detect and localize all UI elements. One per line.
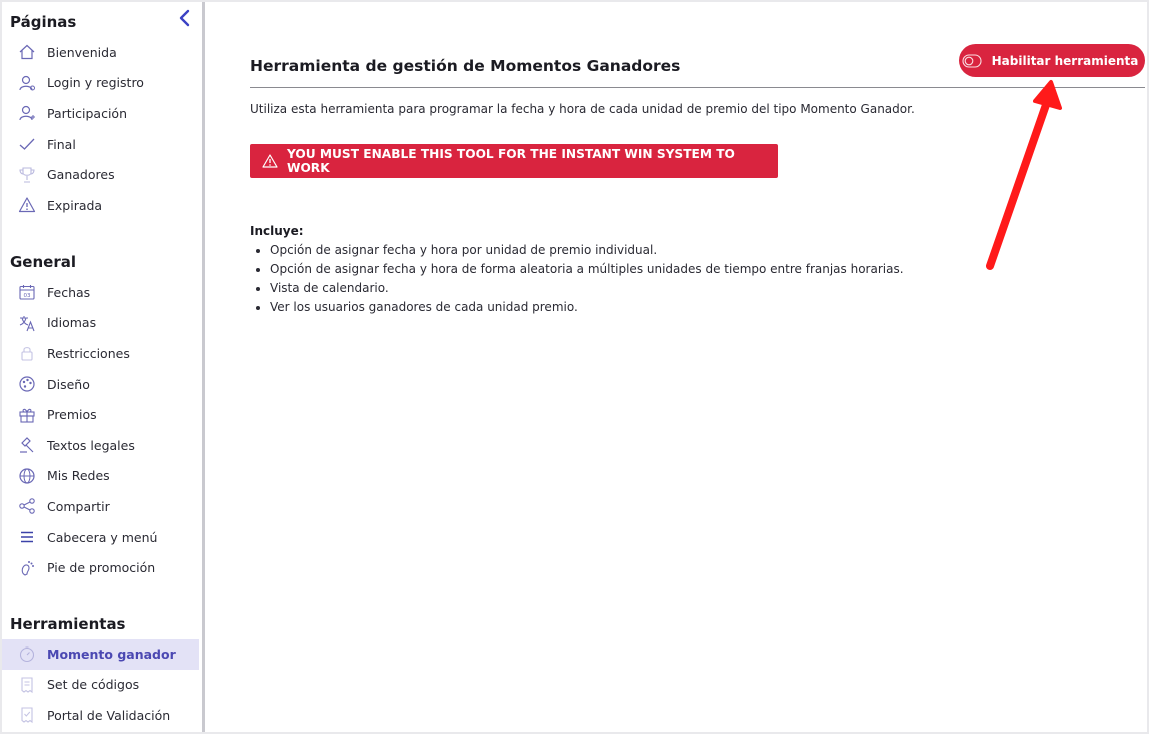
tool-description: Utiliza esta herramienta para programar la fecha y hora de cada unidad de premio del tipo Momento Ganador. — [250, 102, 915, 116]
stopwatch-icon — [18, 645, 36, 663]
codes-icon — [18, 676, 36, 694]
sidebar-item-compartir[interactable] — [2, 491, 199, 522]
list-item: Opción de asignar fecha y hora de forma aleatoria a múltiples unidades de tiempo entre franjas horarias. — [250, 260, 904, 279]
sidebar-item-idiomas[interactable] — [2, 308, 199, 339]
sidebar-item-ganadores[interactable] — [2, 159, 199, 190]
alert-text: YOU MUST ENABLE THIS TOOL FOR THE INSTANT WIN SYSTEM TO WORK — [287, 147, 735, 175]
home-icon — [18, 43, 36, 61]
title-divider — [250, 87, 1145, 88]
sidebar-item-label: Pie de promoción — [47, 560, 156, 576]
svg-text:03: 03 — [23, 293, 31, 300]
sidebar-item-label: Expirada — [47, 197, 103, 213]
sidebar-item-label: Compartir — [47, 498, 110, 514]
user-participation-icon — [18, 104, 36, 122]
sidebar-item-set-codigos[interactable] — [2, 670, 199, 701]
sidebar-item-portal-validacion[interactable] — [2, 700, 199, 731]
sidebar-item-mis-redes[interactable] — [2, 461, 199, 492]
gift-icon — [18, 406, 36, 424]
sidebar-item-label: Ganadores — [47, 167, 115, 183]
sidebar-item-cabecera-menu[interactable] — [2, 522, 199, 553]
sidebar-item-label: Final — [47, 136, 76, 152]
section-title-herramientas: Herramientas — [10, 615, 126, 633]
nav-list-general — [2, 277, 199, 583]
list-item: Ver los usuarios ganadores de cada unidad premio. — [250, 298, 904, 317]
sidebar-item-label: Restricciones — [47, 345, 130, 361]
sidebar-item-bienvenida[interactable] — [2, 37, 199, 68]
chevron-left-icon — [178, 9, 190, 27]
sidebar — [2, 2, 202, 732]
sidebar-item-participacion[interactable] — [2, 98, 199, 129]
warning-icon — [18, 196, 36, 214]
app-window — [2, 2, 1147, 732]
trophy-icon — [18, 166, 36, 184]
sidebar-item-label: Idiomas — [47, 315, 97, 331]
checkmark-icon — [18, 135, 36, 153]
sidebar-item-label: Portal de Validación — [47, 707, 171, 723]
validation-icon — [18, 706, 36, 724]
features-list — [250, 241, 904, 317]
main-content — [205, 2, 1147, 732]
palette-icon — [18, 375, 36, 393]
enable-tool-button[interactable] — [959, 44, 1145, 77]
list-item: Opción de asignar fecha y hora por unidad de premio individual. — [250, 241, 904, 260]
warning-icon — [262, 154, 278, 168]
sidebar-item-label: Fechas — [47, 284, 91, 300]
enable-required-alert — [250, 144, 778, 178]
sidebar-item-label: Cabecera y menú — [47, 529, 158, 545]
sidebar-item-textos-legales[interactable] — [2, 430, 199, 461]
page-title: Herramienta de gestión de Momentos Ganadores — [250, 57, 681, 75]
globe-icon — [18, 467, 36, 485]
section-title-general: General — [10, 253, 76, 271]
gavel-icon — [18, 436, 36, 454]
menu-icon — [18, 528, 36, 546]
sidebar-item-label: Bienvenida — [47, 44, 117, 60]
share-icon — [18, 497, 36, 515]
sidebar-item-label: Premios — [47, 407, 97, 423]
lock-icon — [18, 344, 36, 362]
sidebar-item-label: Textos legales — [47, 437, 135, 453]
enable-tool-label: Habilitar herramienta — [991, 53, 1139, 68]
sidebar-item-label: Set de códigos — [47, 677, 140, 693]
sidebar-item-label: Login y registro — [47, 75, 144, 91]
sidebar-item-pie-promocion[interactable] — [2, 552, 199, 583]
footprint-icon — [18, 559, 36, 577]
sidebar-item-fechas[interactable] — [2, 277, 199, 308]
sidebar-item-label: Momento ganador — [47, 646, 176, 662]
sidebar-item-premios[interactable] — [2, 399, 199, 430]
sidebar-item-restricciones[interactable] — [2, 338, 199, 369]
sidebar-item-diseno[interactable] — [2, 369, 199, 400]
nav-list-herramientas — [2, 639, 199, 731]
sidebar-item-momento-ganador[interactable] — [2, 639, 199, 670]
includes-label: Incluye: — [250, 224, 304, 238]
user-login-icon — [18, 74, 36, 92]
sidebar-item-expirada[interactable] — [2, 190, 199, 221]
collapse-sidebar-button[interactable] — [174, 8, 194, 28]
sidebar-item-label: Mis Redes — [47, 468, 110, 484]
list-item: Vista de calendario. — [250, 279, 904, 298]
calendar-icon — [18, 283, 36, 301]
sidebar-item-label: Participación — [47, 105, 128, 121]
nav-list-paginas — [2, 37, 199, 221]
translate-icon — [18, 314, 36, 332]
sidebar-item-login[interactable] — [2, 68, 199, 99]
sidebar-item-final[interactable] — [2, 129, 199, 160]
sidebar-item-label: Diseño — [47, 376, 90, 392]
section-title-paginas: Páginas — [10, 13, 77, 31]
toggle-icon — [962, 54, 982, 68]
